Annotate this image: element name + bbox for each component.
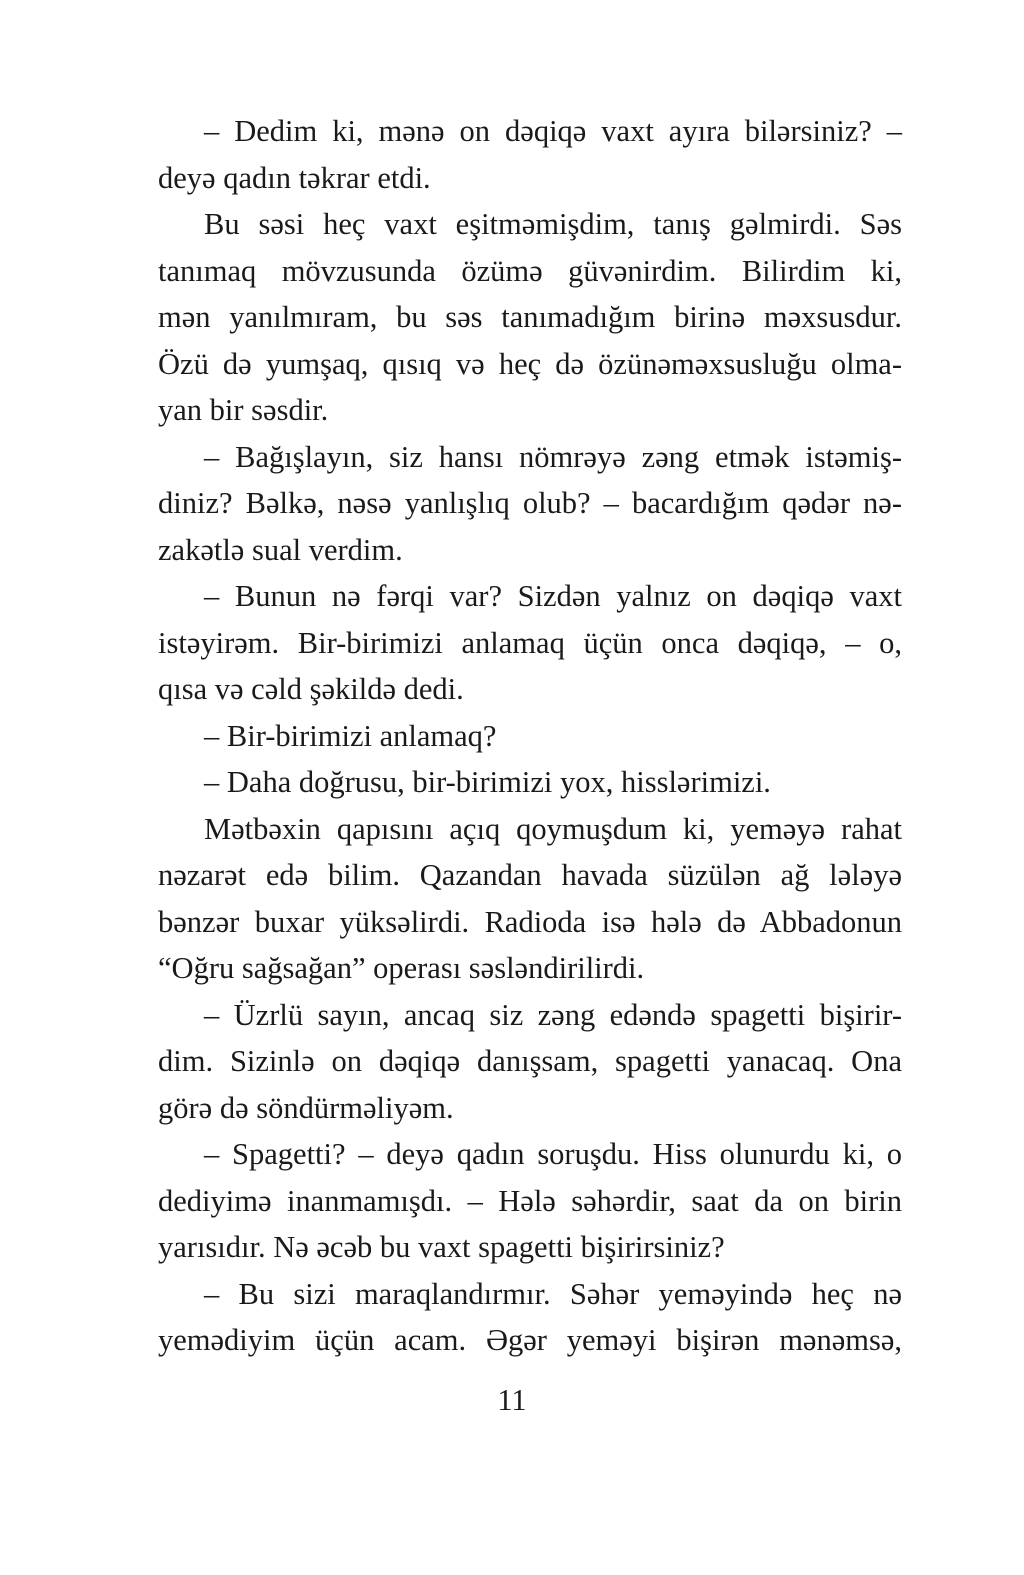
text-line: – Üzrlü sayın, ancaq siz zəng edəndə spagetti bişirir-: [204, 997, 902, 1032]
text-line: zakətlə sual verdim.: [158, 532, 403, 567]
text-line: Özü də yumşaq, qısıq və heç də özünəməxsusluğu olma-: [158, 346, 902, 381]
page-number: 11: [497, 1383, 527, 1417]
text-line: – Daha doğrusu, bir-birimizi yox, hisslərimizi.: [204, 765, 771, 799]
text-line: diniz? Bəlkə, nəsə yanlışlıq olub? – bacardığım qədər nə-: [158, 486, 902, 520]
text-line: görə də söndürməliyəm.: [158, 1090, 454, 1125]
text-line: yarısıdır. Nə əcəb bu vaxt spagetti bişirirsiniz?: [158, 1230, 725, 1264]
text-line: “Oğru sağsağan” operası səsləndirilirdi.: [158, 951, 645, 985]
text-line: dim. Sizinlə on dəqiqə danışsam, spagetti yanacaq. Ona: [158, 1044, 902, 1078]
text-line: Mətbəxin qapısını açıq qoymuşdum ki, yeməyə rahat: [204, 811, 902, 846]
text-line: yemədiyim üçün acam. Əgər yeməyi bişirən mənəmsə,: [158, 1323, 902, 1357]
body-text: [158, 108, 902, 1364]
text-line: – Bunun nə fərqi var? Sizdən yalnız on dəqiqə vaxt: [204, 579, 902, 613]
text-line: – Bağışlayın, siz hansı nömrəyə zəng etmək istəmiş-: [204, 439, 902, 474]
text-line: bənzər buxar yüksəlirdi. Radioda isə hələ də Abbadonun: [158, 904, 902, 939]
text-line: – Spagetti? – deyə qadın soruşdu. Hiss olunurdu ki, o: [204, 1137, 902, 1171]
text-line: mən yanılmıram, bu səs tanımadığım birinə məxsusdur.: [158, 300, 902, 334]
text-line: qısa və cəld şəkildə dedi.: [158, 672, 464, 706]
text-line: dediyimə inanmamışdı. – Hələ səhərdir, saat da on birin: [158, 1183, 902, 1218]
text-line: nəzarət edə bilim. Qazandan havada süzülən ağ lələyə: [158, 858, 902, 892]
text-line: – Bir-birimizi anlamaq?: [204, 718, 497, 753]
text-line: – Bu sizi maraqlandırmır. Səhər yeməyində heç nə: [204, 1276, 902, 1311]
text-line: istəyirəm. Bir-birimizi anlamaq üçün onca dəqiqə, – o,: [158, 625, 902, 660]
text-line: – Dedim ki, mənə on dəqiqə vaxt ayıra bilərsiniz? –: [204, 114, 902, 148]
text-line: tanımaq mövzusunda özümə güvənirdim. Bilirdim ki,: [158, 253, 902, 288]
text-line: Bu səsi heç vaxt eşitməmişdim, tanış gəlmirdi. Səs: [204, 207, 902, 241]
text-line: deyə qadın təkrar etdi.: [158, 160, 431, 195]
text-line: yan bir səsdir.: [158, 393, 329, 427]
